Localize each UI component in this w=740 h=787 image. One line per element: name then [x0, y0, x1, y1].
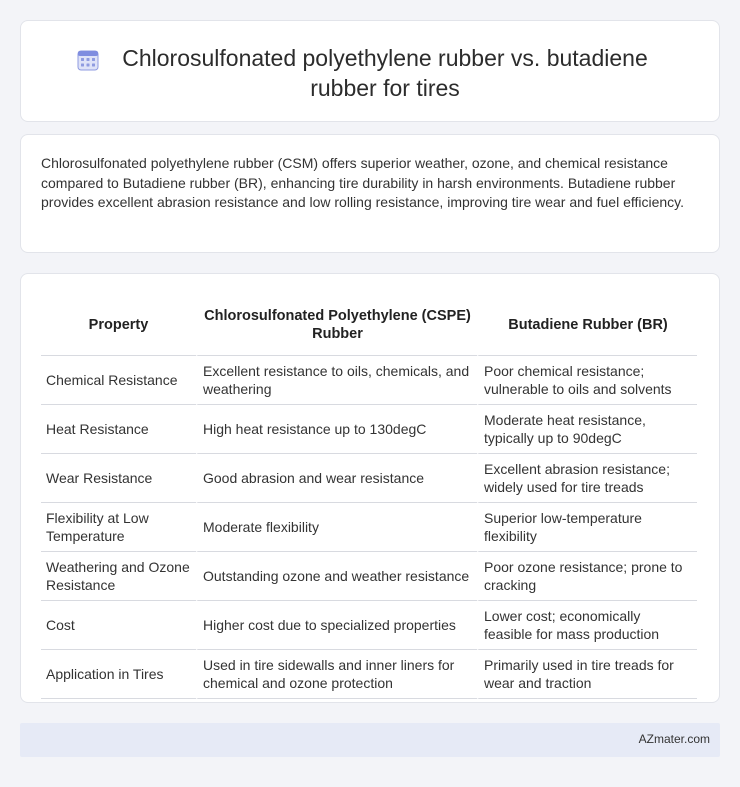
- cspe-cell: Outstanding ozone and weather resistance: [196, 552, 477, 601]
- property-cell: Application in Tires: [41, 650, 196, 699]
- property-cell: Weathering and Ozone Resistance: [41, 552, 196, 601]
- table-row: [41, 454, 697, 503]
- br-cell: Excellent abrasion resistance; widely used for tire treads: [477, 454, 697, 503]
- column-header-br: Butadiene Rubber (BR): [477, 294, 697, 356]
- cspe-cell: Higher cost due to specialized properties: [196, 601, 477, 650]
- property-cell: Wear Resistance: [41, 454, 196, 503]
- table-row: [41, 601, 697, 650]
- br-cell: Poor ozone resistance; prone to cracking: [477, 552, 697, 601]
- table-row: [41, 503, 697, 552]
- column-header-cspe: Chlorosulfonated Polyethylene (CSPE) Rubber: [196, 294, 477, 356]
- footer-site-link[interactable]: AZmater.com: [638, 732, 710, 746]
- cspe-cell: High heat resistance up to 130degC: [196, 405, 477, 454]
- footer-bar: [20, 723, 720, 757]
- comparison-table: [41, 294, 697, 699]
- property-cell: Chemical Resistance: [41, 356, 196, 405]
- column-header-property: Property: [41, 294, 196, 356]
- table-row: [41, 552, 697, 601]
- page-title: Chlorosulfonated polyethylene rubber vs. butadiene rubber for tires: [122, 45, 648, 101]
- table-header-row: [41, 294, 697, 356]
- br-cell: Moderate heat resistance, typically up to 90degC: [477, 405, 697, 454]
- br-cell: Poor chemical resistance; vulnerable to oils and solvents: [477, 356, 697, 405]
- br-cell: Primarily used in tire treads for wear and traction: [477, 650, 697, 699]
- table-row: [41, 356, 697, 405]
- intro-card: [20, 134, 720, 253]
- table-row: [41, 405, 697, 454]
- intro-paragraph: Chlorosulfonated polyethylene rubber (CSM) offers superior weather, ozone, and chemical resistance compared to Butadiene rubber (BR), enhancing tire durability in harsh environments. Butadiene rubber provides excellent abrasion resistance and low rolling resistance, improving tire wear and fuel efficiency.: [41, 155, 685, 210]
- property-cell: Cost: [41, 601, 196, 650]
- comparison-table-card: [20, 273, 720, 703]
- title-wrap: [21, 43, 719, 103]
- title-card: [20, 20, 720, 122]
- br-cell: Superior low-temperature flexibility: [477, 503, 697, 552]
- cspe-cell: Excellent resistance to oils, chemicals, and weathering: [196, 356, 477, 405]
- cspe-cell: Good abrasion and wear resistance: [196, 454, 477, 503]
- calendar-icon: [77, 49, 99, 71]
- property-cell: Heat Resistance: [41, 405, 196, 454]
- cspe-cell: Used in tire sidewalls and inner liners for chemical and ozone protection: [196, 650, 477, 699]
- br-cell: Lower cost; economically feasible for mass production: [477, 601, 697, 650]
- cspe-cell: Moderate flexibility: [196, 503, 477, 552]
- table-row: [41, 650, 697, 699]
- property-cell: Flexibility at Low Temperature: [41, 503, 196, 552]
